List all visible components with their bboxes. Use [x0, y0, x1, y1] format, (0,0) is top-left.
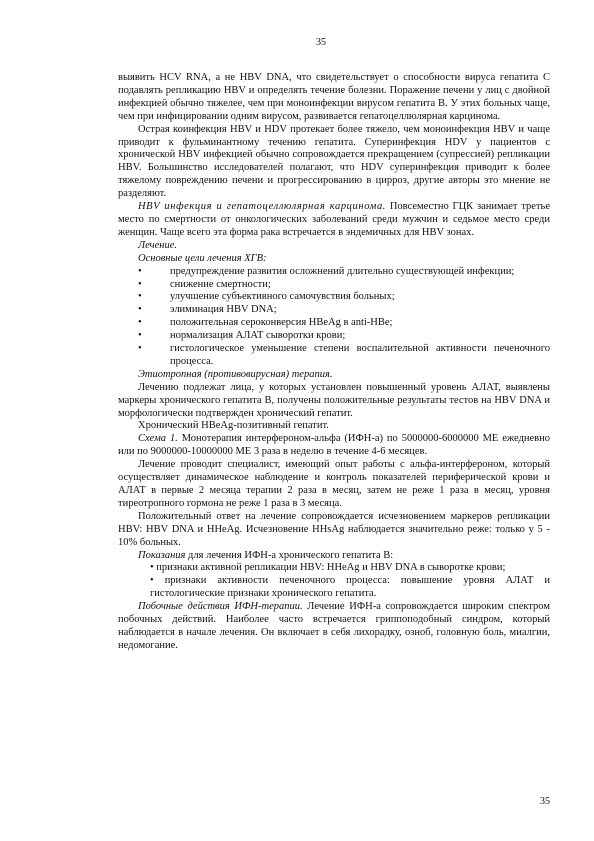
page-number-bottom: 35 [540, 796, 550, 807]
list-item: • предупреждение развития осложнений длительно существующей инфекции; [138, 265, 515, 277]
goals-heading: Основные цели лечения ХГВ: [138, 252, 267, 264]
paragraph-coinfection-hdv: Острая коинфекция HBV и HDV протекает более тяжело, чем моноинфекция HBV и чаще приводит к фульминантному течению гепатита. Суперинфекция HDV у пациентов с хронической HBV инфекцией обычно сопровождается прекращением (супрессией) репликации HBV. Большинство исследователей полагают, что HDV суперинфекция приводит к более тяжелому повреждению печени и прогрессированию в цирроз, другие авторы это мнение не разделяют. [118, 123, 550, 200]
indications-label: Показания [138, 549, 186, 561]
list-item: • нормализация АЛАТ сыворотки крови; [138, 330, 346, 342]
carcinoma-text: Повсеместно ГЦК занимает третье место по смертности от онкологических заболеваний среди мужчин и седьмое место среди женщин. Чаще всего эта форма рака встречается в эндемичных для HBV зонах. [118, 201, 550, 238]
paragraph-carcinoma [118, 201, 550, 240]
paragraph-scheme-1 [118, 433, 550, 459]
treatment-heading: Лечение. [138, 239, 178, 251]
list-item: • признаки активности печеночного процесса: повышение уровня АЛАТ и гистологические признаки хронического гепатита. [150, 575, 550, 600]
bullet-icon: • [138, 278, 142, 290]
paragraph-indications-general: Лечению подлежат лица, у которых установлен повышенный уровень АЛАТ, выявлены маркеры хронического гепатита B, получены положительные результаты тестов на HBV DNA и морфологически подтвержден хронический гепатит. [118, 381, 550, 419]
list-item: • снижение смертности; [138, 278, 271, 290]
list-item: • улучшение субъективного самочувствия больных; [138, 291, 395, 303]
paragraph-monitoring: Лечение проводит специалист, имеющий опыт работы с альфа-интерфероном, который осуществляет динамическое наблюдение и контроль показателей периферической крови и АЛАТ в первые 2 месяца терапии 2 раза в месяц, затем не реже 1 раза в месяц, уровня тиреотропного гормона не реже 1 раза в 3 месяца. [118, 459, 550, 509]
goals-list [118, 266, 550, 369]
bullet-icon: • [138, 317, 142, 329]
page-number-top: 35 [316, 37, 326, 48]
page-content [118, 72, 550, 653]
paragraph-indications-heading [118, 550, 550, 563]
etiotropic-heading: Этиотропная (противовирусная) терапия. [138, 368, 333, 380]
list-item: • гистологическое уменьшение степени воспалительной активности печеночного процесса. [138, 343, 550, 367]
scheme-text: Монотерапия интерфероном-альфа (ИФН-а) по 5000000-6000000 МЕ ежедневно или по 9000000-10000000 МЕ 3 раза в неделю в течение 4-6 месяцев. [118, 433, 551, 458]
list-item: • положительная сероконверсия HBeAg в anti-HBe; [138, 317, 393, 329]
bullet-icon: • [138, 343, 142, 355]
bullet-icon: • [138, 330, 142, 342]
paragraph-response: Положительный ответ на лечение сопровождается исчезновением маркеров репликации HBV: HBV DNA и HHeAg. Исчезновение HHsAg наблюдается значительно реже: только у 5 - 10% больных. [118, 510, 550, 548]
bullet-icon: • [138, 265, 142, 277]
list-item: • элиминация HBV DNA; [138, 304, 277, 316]
side-effects-label: Побочные действия ИФН-терапии. [138, 601, 303, 613]
indications-list [118, 562, 550, 601]
paragraph-coinfection-hcv: выявить HCV RNA, а не HBV DNA, что свидетельствует о способности вируса гепатита C подавлять репликацию HBV и определять течение болезни. Поражение печени у лиц с двойной инфекцией обычно тяжелее, чем при моноинфекции вирусом гепатита B. У этих больных чаще, чем при инфицировании одним вирусом, развивается гепатоцеллюлярная карцинома. [118, 72, 550, 122]
side-effects-text: Лечение ИФН-а сопровождается широким спектром побочных действий. Наиболее часто встречается гриппоподобный синдром, который наблюдается в начале лечения. Он включает в себя лихорадку, озноб, головную боль, миалгии, недомогание. [118, 601, 551, 651]
list-item: • признаки активной репликации HBV: HHeAg и HBV DNA в сыворотке крови; [150, 562, 506, 574]
scheme-label: Схема 1. [138, 433, 178, 445]
paragraph-hbeag-positive: Хронический HBeAg-позитивный гепатит. [138, 420, 329, 432]
carcinoma-heading: HBV инфекция и гепатоцеллюлярная карцинома. [138, 201, 387, 213]
bullet-icon: • [138, 304, 142, 316]
bullet-icon: • [138, 291, 142, 303]
indications-text: для лечения ИФН-а хронического гепатита В: [185, 549, 394, 561]
paragraph-side-effects [118, 601, 550, 653]
